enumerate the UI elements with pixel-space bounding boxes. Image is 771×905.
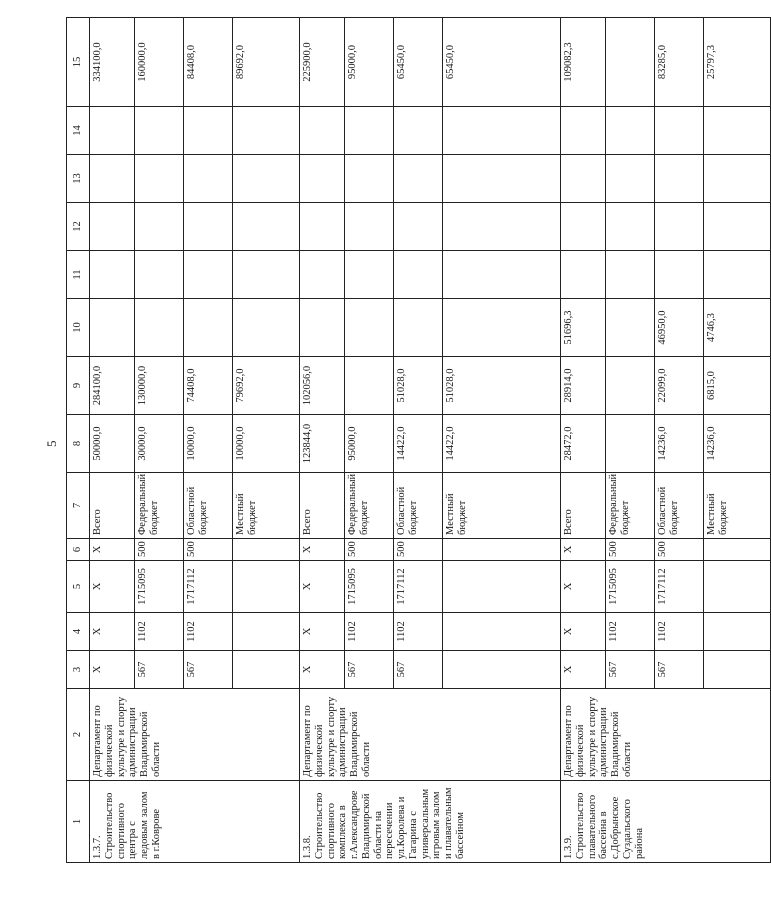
col-header-13: 13 (67, 155, 90, 203)
cell-source: Федеральный бюджет (135, 473, 184, 539)
col-header-3: 3 (67, 651, 90, 689)
cell-c3: 567 (345, 651, 394, 689)
cell-c6 (443, 539, 561, 561)
cell-c3 (233, 651, 300, 689)
cell-c11 (233, 251, 300, 299)
cell-c10: 51696,3 (561, 299, 606, 357)
cell-c9: 6815,0 (704, 357, 771, 415)
cell-c3 (443, 651, 561, 689)
cell-c11 (184, 251, 233, 299)
cell-c4 (443, 613, 561, 651)
cell-c14 (443, 107, 561, 155)
cell-c4: 1102 (606, 613, 655, 651)
cell-c12 (135, 203, 184, 251)
cell-c6: 500 (345, 539, 394, 561)
cell-c14 (561, 107, 606, 155)
cell-c11 (345, 251, 394, 299)
cell-c11 (90, 251, 135, 299)
cell-c3: 567 (394, 651, 443, 689)
col-header-2: 2 (67, 689, 90, 781)
cell-c9: 284100,0 (90, 357, 135, 415)
cell-c10 (233, 299, 300, 357)
budget-table-rotated (66, 18, 729, 863)
cell-c15: 160000,0 (135, 18, 184, 107)
cell-c13 (655, 155, 704, 203)
cell-c12 (704, 203, 771, 251)
cell-c11 (135, 251, 184, 299)
object-name: Строительство спортивного центра с ледовым залом в г.Коврове (103, 791, 162, 859)
cell-c15 (606, 18, 655, 107)
cell-source: Областной бюджет (184, 473, 233, 539)
col-header-14: 14 (67, 107, 90, 155)
cell-c4: 1102 (184, 613, 233, 651)
cell-c12 (90, 203, 135, 251)
cell-c13 (233, 155, 300, 203)
cell-c14 (394, 107, 443, 155)
cell-c4: Х (561, 613, 606, 651)
cell-c10 (90, 299, 135, 357)
cell-c4 (233, 613, 300, 651)
cell-c9: 79692,0 (233, 357, 300, 415)
cell-c3: Х (90, 651, 135, 689)
cell-c14 (90, 107, 135, 155)
col-header-10: 10 (67, 299, 90, 357)
cell-c13 (606, 155, 655, 203)
object-name: Строительство плавательного бассейна в с.Добрынское Суздальского района (574, 792, 645, 859)
cell-c15: 89692,0 (233, 18, 300, 107)
object-cell (90, 781, 300, 863)
cell-c14 (655, 107, 704, 155)
cell-c14 (345, 107, 394, 155)
cell-c9: 22099,0 (655, 357, 704, 415)
cell-source: Местный бюджет (233, 473, 300, 539)
cell-c9 (345, 357, 394, 415)
cell-source: Всего (300, 473, 345, 539)
cell-source: Областной бюджет (394, 473, 443, 539)
cell-c11 (655, 251, 704, 299)
cell-c5: 1717112 (184, 561, 233, 613)
col-header-5: 5 (67, 561, 90, 613)
cell-source: Областной бюджет (655, 473, 704, 539)
cell-c4 (704, 613, 771, 651)
cell-c5: 1715095 (135, 561, 184, 613)
cell-c6: 500 (135, 539, 184, 561)
col-header-4: 4 (67, 613, 90, 651)
object-code: 1.3.8. (302, 835, 313, 859)
cell-c4: Х (90, 613, 135, 651)
cell-c5 (233, 561, 300, 613)
cell-c12 (561, 203, 606, 251)
cell-c11 (443, 251, 561, 299)
cell-c10 (606, 299, 655, 357)
object-code: 1.3.9. (563, 835, 574, 859)
object-name: Строительство спортивного комплекса в г.Александрове Владимирской области на пересечении ул.Королева и Гагарина с универсальным игровым залом и плавательным бассейном (313, 787, 466, 859)
cell-c5: 1717112 (394, 561, 443, 613)
cell-c15: 334100,0 (90, 18, 135, 107)
cell-c5: Х (90, 561, 135, 613)
table-row (561, 18, 606, 863)
cell-c11 (300, 251, 345, 299)
cell-c8: 95000,0 (345, 415, 394, 473)
cell-source: Всего (561, 473, 606, 539)
cell-c6 (233, 539, 300, 561)
object-cell (561, 781, 771, 863)
object-cell (300, 781, 561, 863)
cell-c8: 10000,0 (233, 415, 300, 473)
cell-c12 (606, 203, 655, 251)
cell-source: Местный бюджет (443, 473, 561, 539)
col-header-15: 15 (67, 18, 90, 107)
cell-c9: 130000,0 (135, 357, 184, 415)
col-header-8: 8 (67, 415, 90, 473)
cell-c13 (561, 155, 606, 203)
cell-c9: 74408,0 (184, 357, 233, 415)
cell-c10 (443, 299, 561, 357)
cell-source: Федеральный бюджет (606, 473, 655, 539)
cell-c3: 567 (184, 651, 233, 689)
cell-c15: 65450,0 (443, 18, 561, 107)
cell-c12 (394, 203, 443, 251)
cell-c15: 109082,3 (561, 18, 606, 107)
cell-c4: 1102 (135, 613, 184, 651)
department-cell: Департамент по физической культуре и спорту администрации Владимирской области (561, 689, 771, 781)
cell-c6: Х (561, 539, 606, 561)
department-cell: Департамент по физической культуре и спорту администрации Владимирской области (300, 689, 561, 781)
cell-c14 (184, 107, 233, 155)
col-header-1: 1 (67, 781, 90, 863)
cell-c15: 83285,0 (655, 18, 704, 107)
cell-c5 (704, 561, 771, 613)
cell-c8: 14236,0 (655, 415, 704, 473)
cell-source: Федеральный бюджет (345, 473, 394, 539)
table-row (300, 18, 345, 863)
cell-c3: Х (561, 651, 606, 689)
cell-c11 (394, 251, 443, 299)
cell-c15: 25797,3 (704, 18, 771, 107)
cell-c12 (300, 203, 345, 251)
object-code: 1.3.7. (92, 835, 103, 859)
cell-c12 (443, 203, 561, 251)
cell-c13 (90, 155, 135, 203)
cell-c12 (184, 203, 233, 251)
cell-c4: 1102 (655, 613, 704, 651)
cell-c14 (135, 107, 184, 155)
cell-c3: 567 (606, 651, 655, 689)
cell-c4: 1102 (394, 613, 443, 651)
cell-c10 (394, 299, 443, 357)
col-header-7: 7 (67, 473, 90, 539)
cell-c12 (345, 203, 394, 251)
cell-c5: Х (561, 561, 606, 613)
cell-c11 (561, 251, 606, 299)
cell-c14 (704, 107, 771, 155)
cell-c10 (300, 299, 345, 357)
cell-c13 (704, 155, 771, 203)
cell-c15: 225900,0 (300, 18, 345, 107)
cell-c5: 1715095 (345, 561, 394, 613)
cell-c13 (135, 155, 184, 203)
cell-c13 (394, 155, 443, 203)
cell-c12 (233, 203, 300, 251)
cell-c10: 46950,0 (655, 299, 704, 357)
cell-c6: 500 (394, 539, 443, 561)
cell-c5: 1717112 (655, 561, 704, 613)
col-header-9: 9 (67, 357, 90, 415)
cell-c6: 500 (655, 539, 704, 561)
cell-c8: 14422,0 (443, 415, 561, 473)
cell-c6: Х (300, 539, 345, 561)
cell-c6: 500 (606, 539, 655, 561)
col-header-6: 6 (67, 539, 90, 561)
cell-c10 (345, 299, 394, 357)
cell-c11 (704, 251, 771, 299)
cell-c8 (606, 415, 655, 473)
cell-c11 (606, 251, 655, 299)
cell-c4: Х (300, 613, 345, 651)
cell-c15: 95000,0 (345, 18, 394, 107)
cell-c14 (300, 107, 345, 155)
cell-c10 (135, 299, 184, 357)
cell-c13 (345, 155, 394, 203)
cell-c5: 1715095 (606, 561, 655, 613)
cell-c15: 65450,0 (394, 18, 443, 107)
cell-c8: 14422,0 (394, 415, 443, 473)
cell-c9: 51028,0 (443, 357, 561, 415)
cell-c14 (606, 107, 655, 155)
cell-c8: 30000,0 (135, 415, 184, 473)
cell-c3: Х (300, 651, 345, 689)
cell-c8: 10000,0 (184, 415, 233, 473)
cell-c5 (443, 561, 561, 613)
cell-c4: 1102 (345, 613, 394, 651)
cell-c3 (704, 651, 771, 689)
cell-c13 (300, 155, 345, 203)
cell-c8: 14236,0 (704, 415, 771, 473)
cell-c8: 28472,0 (561, 415, 606, 473)
cell-c12 (655, 203, 704, 251)
cell-c10: 4746,3 (704, 299, 771, 357)
table-row (90, 18, 135, 863)
cell-c9: 28914,0 (561, 357, 606, 415)
cell-c13 (184, 155, 233, 203)
cell-c3: 567 (135, 651, 184, 689)
cell-source: Всего (90, 473, 135, 539)
cell-c6 (704, 539, 771, 561)
column-number-row (67, 18, 90, 863)
cell-c9: 51028,0 (394, 357, 443, 415)
cell-c13 (443, 155, 561, 203)
cell-c10 (184, 299, 233, 357)
cell-c5: Х (300, 561, 345, 613)
cell-c6: 500 (184, 539, 233, 561)
department-cell: Департамент по физической культуре и спорту администрации Владимирской области (90, 689, 300, 781)
cell-c8: 123844,0 (300, 415, 345, 473)
col-header-11: 11 (67, 251, 90, 299)
budget-table (66, 17, 771, 863)
page-number: 5 (44, 440, 59, 447)
cell-c9 (606, 357, 655, 415)
cell-source: Местный бюджет (704, 473, 771, 539)
cell-c8: 50000,0 (90, 415, 135, 473)
cell-c6: Х (90, 539, 135, 561)
cell-c3: 567 (655, 651, 704, 689)
cell-c14 (233, 107, 300, 155)
col-header-12: 12 (67, 203, 90, 251)
cell-c9: 102056,0 (300, 357, 345, 415)
cell-c15: 84408,0 (184, 18, 233, 107)
